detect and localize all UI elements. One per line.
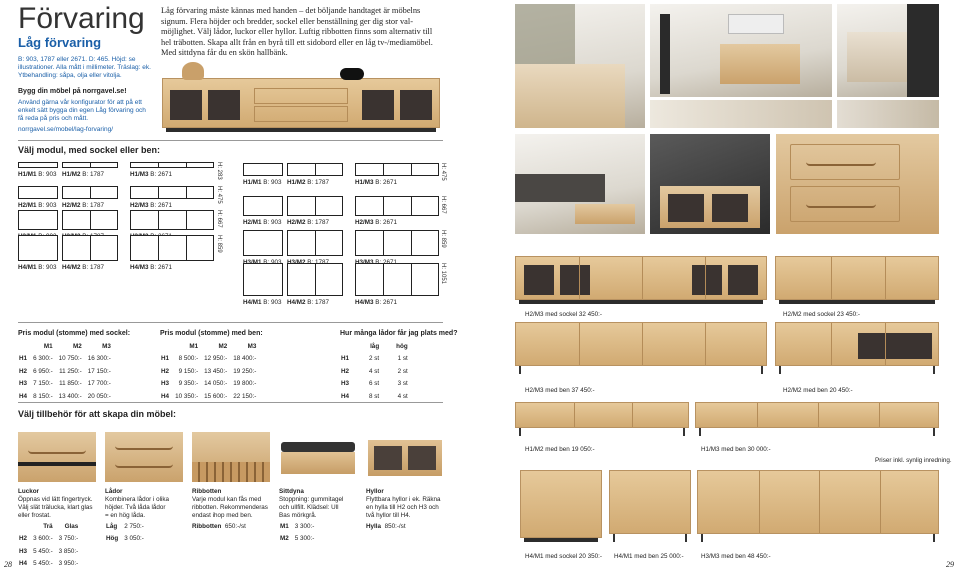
example-sideboard [775, 322, 939, 366]
module-box [355, 196, 439, 216]
module-box [62, 235, 118, 261]
module-code: H4/M2 [62, 264, 81, 271]
configurator-link[interactable]: norrgavel.se/mobel/lag-forvaring/ [18, 126, 114, 133]
module-width: B: 2671 [375, 179, 398, 186]
page-subtitle: Låg förvaring [18, 35, 102, 50]
module-code: H4/M3 [130, 264, 149, 271]
table-row: Låg 2 750:- [106, 522, 144, 530]
room-photo-2b [650, 100, 832, 128]
module-box [287, 230, 343, 256]
table-row: H2 3 600:- 3 750:- [19, 535, 79, 543]
module-box [18, 162, 58, 168]
modules-heading: Välj modul, med sockel eller ben: [18, 145, 161, 155]
closeup-photo-drawer [776, 134, 939, 234]
table-row: H2 9 150:- 13 450:- 19 250:- [161, 367, 257, 375]
module-code: H1/M3 [355, 179, 374, 186]
black-bowl-decor [340, 68, 364, 80]
module-width: B: 903 [263, 299, 282, 306]
module-label [62, 264, 104, 271]
module-box [355, 263, 439, 296]
example-sideboard [520, 470, 602, 538]
module-box [130, 186, 214, 199]
module-height-label: H: 475 [216, 186, 222, 204]
intro-text: Låg förvaring måste kännas med handen – det böljande handtaget är möbelns signum. Flera höjder och bredder, sockel eller benställning ger dig stor val- möjlighet. Välj lådor, luckor eller hyllor. Luftig ribbotten finns som alternativ till hel träbotten. Skapa allt från en byrå till ett sidobord eller en låg tv-/mediamöbel. Med sittdyna får du en skön hallbänk. [161, 6, 433, 58]
table-row: H2 4 st 2 st [341, 367, 408, 375]
example-caption-4: H2/M2 med ben 20 450:- [783, 387, 853, 394]
luckor-image [18, 432, 96, 482]
module-box [243, 230, 283, 256]
module-width: B: 2671 [375, 219, 398, 226]
module-width: B: 903 [38, 171, 57, 178]
module-code: H4/M1 [243, 299, 262, 306]
configurator-heading: Bygg din möbel på norrgavel.se! [18, 88, 127, 95]
module-box [287, 263, 343, 296]
table-row: H4 5 450:- 3 950:- [19, 560, 79, 568]
luckor-text: Luckor Öppnas vid lätt fingertryck. Välj slät trälucka, klart glas eller frostat. [18, 488, 93, 519]
module-code: H2/M3 [355, 219, 374, 226]
module-box [130, 210, 214, 230]
table-row: H3 6 st 3 st [341, 380, 408, 388]
module-height-label: H: 1051 [440, 263, 446, 285]
table-row: H1 2 st 1 st [341, 355, 408, 363]
bowl-decor [182, 62, 204, 80]
sittdyna-price-table [277, 520, 317, 545]
module-width: B: 1787 [82, 171, 105, 178]
module-width: B: 2671 [150, 264, 173, 271]
price-sockel-heading: Pris modul (stomme) med sockel: [18, 330, 131, 337]
hyllor-image [366, 432, 444, 482]
table-row: H2 6 950:- 11 250:- 17 150:- [19, 367, 111, 375]
module-box [18, 235, 58, 261]
sittdyna-text: Sittdyna Stoppning: gummitagel och ullfilt. Klädsel: Ull Bas mörkgrå. [279, 488, 344, 519]
module-label [355, 299, 397, 306]
module-width: B: 1787 [82, 202, 105, 209]
page-number-right: 29 [946, 560, 954, 569]
module-label [18, 171, 57, 178]
example-sideboard [515, 256, 767, 300]
module-width: B: 903 [263, 219, 282, 226]
example-caption-3: H2/M3 med ben 37 450:- [525, 387, 595, 394]
table-row: H1 8 500:- 12 950:- 18 400:- [161, 355, 257, 363]
module-code: H2/M2 [287, 219, 306, 226]
module-code: H2/M1 [18, 202, 37, 209]
module-box [130, 235, 214, 261]
module-box [130, 162, 214, 168]
module-width: B: 1787 [307, 219, 330, 226]
page-number-left: 28 [4, 560, 12, 569]
module-box [62, 186, 118, 199]
table-row: H3 5 450:- 3 850:- [19, 547, 79, 555]
configurator-text: Använd gärna vår konfigurator för att på ett enkelt sätt bygga din egen Låg förvaring och få reda på pris och mått. [18, 99, 146, 122]
module-box [287, 196, 343, 216]
example-caption-9: H3/M3 med ben 48 450:- [701, 553, 771, 560]
spec-text: B: 903, 1787 eller 2671. D: 465. Höjd: se illustrationer. Alla mått i millimeter. Träslag: ek. Ytbehandling: såpa, olja eller vitolja. [18, 56, 151, 79]
table-row: H3 9 350:- 14 050:- 19 800:- [161, 380, 257, 388]
room-photo-3b [837, 100, 939, 128]
module-box [62, 162, 118, 168]
example-sideboard [515, 322, 767, 366]
drawers-heading: Hur många lådor får jag plats med? [340, 330, 458, 337]
price-note: Priser inkl. synlig inredning. [875, 457, 952, 464]
module-width: B: 2671 [375, 299, 398, 306]
example-caption-1: H2/M3 med sockel 32 450:- [525, 311, 602, 318]
module-box [355, 163, 439, 176]
module-label [130, 202, 172, 209]
module-label [62, 171, 104, 178]
module-label [355, 179, 397, 186]
table-row: H4 8 150:- 13 400:- 20 050:- [19, 392, 111, 400]
module-height-label: H: 667 [440, 196, 446, 214]
hero-sideboard-image [162, 78, 440, 134]
module-label [287, 299, 329, 306]
module-label [130, 171, 172, 178]
module-box [243, 263, 283, 296]
ribbotten-image [192, 432, 270, 482]
luckor-price-table: Trä Glas H2 3 600:- 3 750:- H3 5 450:- 3 850:- H4 5 450:- 3 950:- [16, 520, 81, 570]
price-ben-heading: Pris modul (stomme) med ben: [160, 330, 263, 337]
module-box [287, 163, 343, 176]
module-code: H1/M2 [62, 171, 81, 178]
module-label [18, 202, 57, 209]
room-photo-3 [837, 4, 939, 97]
module-width: B: 903 [263, 179, 282, 186]
room-photo-5 [650, 134, 770, 234]
example-caption-2: H2/M2 med sockel 23 450:- [783, 311, 860, 318]
module-width: B: 1787 [82, 264, 105, 271]
module-code: H1/M2 [287, 179, 306, 186]
module-code: H4/M2 [287, 299, 306, 306]
module-height-label: H: 859 [216, 235, 222, 253]
module-height-label: H: 283 [216, 162, 222, 180]
table-row: H1 6 300:- 10 750:- 16 300:- [19, 355, 111, 363]
table-row: M1 3 300:- [280, 522, 315, 530]
module-box [243, 196, 283, 216]
module-code: H2/M3 [130, 202, 149, 209]
table-row: H4 8 st 4 st [341, 392, 408, 400]
module-height-label: H: 667 [216, 210, 222, 228]
module-width: B: 2671 [150, 171, 173, 178]
module-code: H2/M1 [243, 219, 262, 226]
ladar-image [105, 432, 183, 482]
table-row: M2 5 300:- [280, 535, 315, 543]
drawers-table: låg hög H1 2 st 1 st H2 4 st 2 st H3 6 st 3 st H4 8 st 4 st [338, 340, 411, 403]
module-width: B: 1787 [307, 179, 330, 186]
module-height-label: H: 859 [440, 230, 446, 248]
hyllor-text: Hyllor Flyttbara hyllor i ek. Räkna en hylla till H2 och H3 och två hyllor till H4. Hylla 850:-/st [366, 488, 441, 530]
example-caption-6: H1/M3 med ben 30 000:- [701, 446, 771, 453]
module-label [243, 219, 282, 226]
module-code: H1/M3 [130, 171, 149, 178]
room-photo-4 [515, 134, 645, 234]
module-box [355, 230, 439, 256]
price-sockel-table: M1 M2 M3 H1 6 300:- 10 750:- 16 300:- H2 6 950:- 11 250:- 17 150:- H3 7 150:- 11 850:- 17 700:- H4 8 150:- 13 400:- 20 050:- [16, 340, 114, 403]
module-width: B: 2671 [150, 202, 173, 209]
ladar-price-table [103, 520, 147, 545]
table-row: H4 10 350:- 15 600:- 22 150:- [161, 392, 257, 400]
ribbotten-text: Ribbotten Varje modul kan fås med ribbotten. Rekommenderas endast ihop med ben. Ribbotten 650:-/st [192, 488, 268, 530]
example-caption-5: H1/M2 med ben 19 050:- [525, 446, 595, 453]
module-label [287, 179, 329, 186]
page-title: Förvaring [18, 2, 145, 35]
module-label [243, 179, 282, 186]
sittdyna-image [279, 432, 357, 482]
module-label [243, 299, 282, 306]
example-sideboard [515, 402, 689, 428]
accessories-heading: Välj tillbehör för att skapa din möbel: [18, 409, 177, 419]
example-sideboard [775, 256, 939, 300]
ladar-text: Lådor Kombinera lådor i olika höjder. Två låda lådor = en hög låda. [105, 488, 170, 519]
module-label [62, 202, 104, 209]
room-photo-1 [515, 4, 645, 128]
module-code: H2/M2 [62, 202, 81, 209]
module-box [243, 163, 283, 176]
module-width: B: 1787 [307, 299, 330, 306]
module-code: H4/M3 [355, 299, 374, 306]
module-label [355, 219, 397, 226]
example-sideboard [695, 402, 939, 428]
room-photo-2 [650, 4, 832, 97]
module-code: H1/M1 [18, 171, 37, 178]
module-width: B: 903 [38, 264, 57, 271]
module-height-label: H: 475 [440, 163, 446, 181]
module-box [18, 210, 58, 230]
module-box [62, 210, 118, 230]
module-code: H4/M1 [18, 264, 37, 271]
module-label [18, 264, 57, 271]
module-label [130, 264, 172, 271]
price-ben-table: M1 M2 M3 H1 8 500:- 12 950:- 18 400:- H2 9 150:- 13 450:- 19 250:- H3 9 350:- 14 050:- 19 800:- H4 10 350:- 15 600:- 22 150:- [158, 340, 259, 403]
example-caption-7: H4/M1 med sockel 20 350:- [525, 553, 602, 560]
table-row: H3 7 150:- 11 850:- 17 700:- [19, 380, 111, 388]
module-label [287, 219, 329, 226]
example-sideboard [609, 470, 691, 534]
module-code: H1/M1 [243, 179, 262, 186]
module-box [18, 186, 58, 199]
table-row: Hög 3 050:- [106, 535, 144, 543]
example-sideboard [697, 470, 939, 534]
module-width: B: 903 [38, 202, 57, 209]
example-caption-8: H4/M1 med ben 25 000:- [614, 553, 684, 560]
